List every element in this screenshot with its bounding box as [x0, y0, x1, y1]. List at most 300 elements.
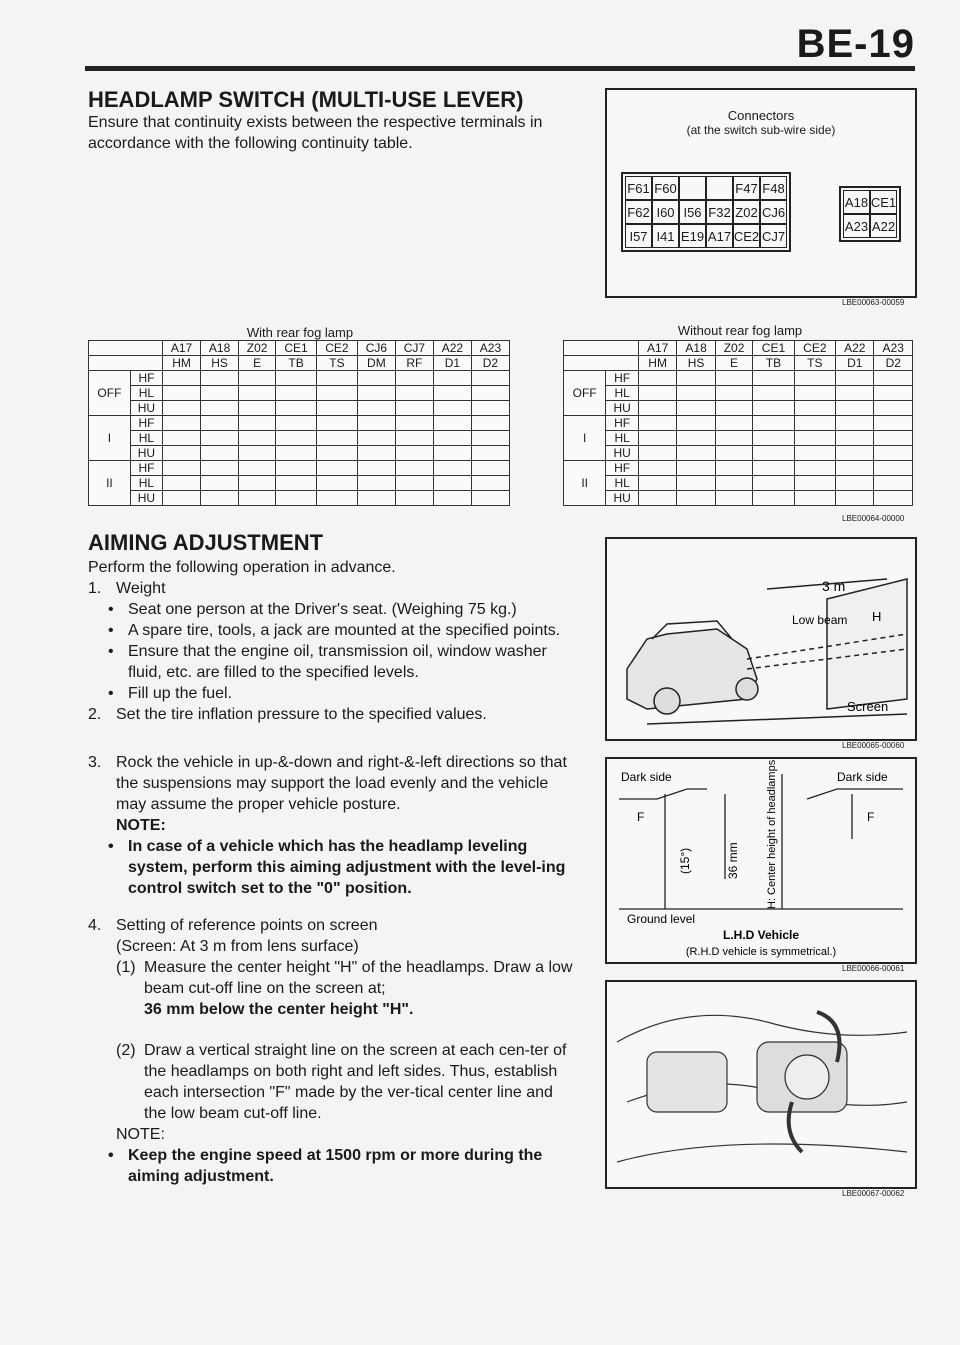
- table-cell: [794, 386, 835, 401]
- angle-label: (15°): [678, 847, 692, 874]
- table-cell: [715, 446, 752, 461]
- connector-pin: [679, 176, 706, 200]
- connector-pin: F60: [652, 176, 679, 200]
- table-row: [89, 356, 510, 371]
- low-beam-label: Low beam: [792, 613, 848, 627]
- table-cell: [677, 446, 715, 461]
- table-cell: [395, 446, 433, 461]
- table-row: [564, 371, 913, 386]
- cutoff-diagram: [607, 759, 915, 962]
- table-cell: [794, 491, 835, 506]
- table-cell: HL: [606, 476, 639, 491]
- table-cell: [874, 491, 913, 506]
- table-row: [564, 461, 913, 476]
- connector-pin: F32: [706, 200, 733, 224]
- table-cell: [276, 371, 317, 386]
- table-cell: [276, 416, 317, 431]
- table-cell: HU: [606, 446, 639, 461]
- table-cell: [317, 386, 358, 401]
- table-cell: [276, 386, 317, 401]
- table-cell: HU: [130, 446, 162, 461]
- table-cell: [395, 371, 433, 386]
- table-cell: HF: [606, 461, 639, 476]
- connectors-title: Connectors: [727, 108, 795, 123]
- connectors-figure-code: LBE00063-00059: [842, 298, 905, 307]
- table-cell: HL: [130, 386, 162, 401]
- table-cell: A23: [471, 341, 509, 356]
- table-cell: [471, 371, 509, 386]
- table-cell: [395, 431, 433, 446]
- step-4-number: 4.: [88, 917, 102, 934]
- table-cell: [317, 461, 358, 476]
- connector-left-row: [625, 200, 787, 224]
- table-cell: TB: [753, 356, 794, 371]
- table-cell: A22: [836, 341, 874, 356]
- table-cell: [201, 386, 239, 401]
- h-label: H: [872, 609, 882, 624]
- table-cell: [836, 386, 874, 401]
- table-cell: HF: [606, 416, 639, 431]
- table-cell: [163, 416, 201, 431]
- table-cell: [239, 461, 276, 476]
- step-4: [88, 915, 573, 1124]
- cutoff-figure: [605, 757, 917, 964]
- table-cell: [276, 431, 317, 446]
- note-2-label: NOTE:: [116, 1126, 165, 1143]
- table-cell: [638, 491, 676, 506]
- bullet-item: • Seat one person at the Driver's seat. (Weighing 75 kg.): [88, 599, 573, 620]
- table-cell: [794, 371, 835, 386]
- table-cell: HL: [606, 431, 639, 446]
- step-3-text: Rock the vehicle in up-&-down and right-&-left directions so that the suspensions may support the load evenly and the vehicle may assume the proper vehicle posture.: [116, 754, 567, 813]
- table-cell: [163, 431, 201, 446]
- table-cell: [357, 491, 395, 506]
- table-cell: D1: [433, 356, 471, 371]
- table-cell: [564, 341, 639, 356]
- table-cell: [239, 416, 276, 431]
- table-cell: [715, 416, 752, 431]
- table-cell: [163, 476, 201, 491]
- table-cell: [276, 461, 317, 476]
- table-cell: CJ6: [357, 341, 395, 356]
- table-row: [89, 476, 510, 491]
- cutoff-figure-code: LBE00066-00061: [842, 964, 905, 973]
- table-cell: [836, 491, 874, 506]
- table-cell: [276, 401, 317, 416]
- table-cell: [677, 491, 715, 506]
- aiming-block-2: [88, 752, 573, 899]
- engine-figure-code: LBE00067-00062: [842, 1189, 905, 1198]
- table-cell: A18: [677, 341, 715, 356]
- table-cell: II: [89, 461, 131, 506]
- table-cell: [471, 476, 509, 491]
- table-cell: [874, 431, 913, 446]
- table-cell: [317, 416, 358, 431]
- connector-pin: A23: [843, 214, 870, 238]
- table-cell: [89, 341, 163, 356]
- engine-illustration: [607, 982, 915, 1187]
- table-row: [564, 491, 913, 506]
- car-screen-illustration: [607, 539, 915, 739]
- table-cell: [276, 476, 317, 491]
- table-row: [564, 416, 913, 431]
- table-cell: [794, 446, 835, 461]
- table-cell: TS: [794, 356, 835, 371]
- table-cell: A17: [638, 341, 676, 356]
- dark-side-left: Dark side: [621, 770, 672, 784]
- step-3: [88, 752, 573, 899]
- aiming-intro: Perform the following operation in advance.: [88, 559, 396, 576]
- table-cell: [677, 401, 715, 416]
- bullet-item: • Ensure that the engine oil, transmission oil, window washer fluid, etc. are filled to the specified levels.: [88, 641, 573, 683]
- table-cell: [677, 461, 715, 476]
- table-cell: [471, 446, 509, 461]
- table-cell: HS: [677, 356, 715, 371]
- table-cell: CE1: [753, 341, 794, 356]
- connector-pin: I41: [652, 224, 679, 248]
- table-cell: [753, 386, 794, 401]
- table-cell: [836, 371, 874, 386]
- table-cell: D2: [471, 356, 509, 371]
- table-cell: [239, 446, 276, 461]
- table-cell: TB: [276, 356, 317, 371]
- table-cell: [638, 371, 676, 386]
- car-figure-code: LBE00065-00060: [842, 741, 905, 750]
- table-cell: [163, 386, 201, 401]
- table-cell: [677, 416, 715, 431]
- table-cell: [794, 431, 835, 446]
- table-cell: TS: [317, 356, 358, 371]
- table-cell: [395, 386, 433, 401]
- mm-label: 36 mm: [726, 842, 740, 879]
- table-cell: [753, 401, 794, 416]
- table-cell: [357, 446, 395, 461]
- table-without-fog-caption: Without rear fog lamp: [677, 323, 803, 338]
- sub-step-1-bold: 36 mm below the center height "H".: [144, 1001, 414, 1018]
- table-cell: II: [564, 461, 606, 506]
- table-row: [89, 431, 510, 446]
- table-cell: HU: [606, 491, 639, 506]
- table-row: [564, 401, 913, 416]
- bullet-item: • Fill up the fuel.: [88, 683, 573, 704]
- table-cell: Z02: [239, 341, 276, 356]
- table-cell: [433, 491, 471, 506]
- table-cell: I: [564, 416, 606, 461]
- table-cell: [163, 401, 201, 416]
- step-1-number: 1.: [88, 580, 102, 597]
- continuity-table-without-fog: [563, 340, 913, 506]
- connector-pin: A22: [870, 214, 897, 238]
- table-cell: [433, 371, 471, 386]
- table-row: [89, 401, 510, 416]
- connector-pin: A18: [843, 190, 870, 214]
- table-cell: [239, 386, 276, 401]
- table-cell: [357, 416, 395, 431]
- table-cell: [357, 461, 395, 476]
- step-1: [88, 578, 573, 599]
- table-cell: [239, 431, 276, 446]
- table-cell: HF: [606, 371, 639, 386]
- note-2-text: • Keep the engine speed at 1500 rpm or more during the aiming adjustment.: [88, 1145, 573, 1187]
- table-cell: [276, 491, 317, 506]
- connector-pin: I57: [625, 224, 652, 248]
- table-cell: [836, 476, 874, 491]
- note-1-text: • In case of a vehicle which has the headlamp leveling system, perform this aiming adjustment with the level-ing control switch set to the "0" position.: [88, 836, 573, 899]
- connector-left-row: [625, 224, 787, 248]
- table-cell: [471, 401, 509, 416]
- headlamp-switch-intro: Ensure that continuity exists between the respective terminals in accordance with the following continuity table.: [88, 114, 543, 152]
- table-row: [564, 431, 913, 446]
- table-cell: [753, 416, 794, 431]
- table-cell: A23: [874, 341, 913, 356]
- step-1-bullets: [88, 599, 573, 704]
- continuity-table-with-fog: [88, 340, 510, 506]
- table-cell: A22: [433, 341, 471, 356]
- table-cell: [395, 491, 433, 506]
- note-1-label: NOTE:: [116, 817, 166, 834]
- table-cell: [715, 431, 752, 446]
- table-cell: [753, 461, 794, 476]
- table-cell: [201, 401, 239, 416]
- table-cell: [715, 386, 752, 401]
- table-cell: [201, 491, 239, 506]
- table-cell: [201, 476, 239, 491]
- connectors-subtitle: (at the switch sub-wire side): [686, 123, 836, 137]
- table-cell: CE1: [276, 341, 317, 356]
- f-right: F: [867, 810, 875, 824]
- table-cell: HU: [606, 401, 639, 416]
- table-row: [89, 446, 510, 461]
- table-with-fog-caption: With rear fog lamp: [246, 325, 354, 340]
- table-cell: [638, 401, 676, 416]
- table-cell: [433, 401, 471, 416]
- connector-pin: A17: [706, 224, 733, 248]
- table-cell: [874, 476, 913, 491]
- table-cell: CE2: [317, 341, 358, 356]
- table-cell: [317, 371, 358, 386]
- f-left: F: [637, 810, 645, 824]
- connector-pin: F48: [760, 176, 787, 200]
- table-cell: [433, 446, 471, 461]
- note-1-list: [88, 836, 573, 899]
- table-cell: [471, 431, 509, 446]
- table-cell: [433, 461, 471, 476]
- connectors-figure: [605, 88, 917, 298]
- table-cell: [471, 416, 509, 431]
- table-cell: [317, 476, 358, 491]
- connector-pin: F47: [733, 176, 760, 200]
- table-cell: [677, 431, 715, 446]
- table-cell: [794, 401, 835, 416]
- table-cell: [163, 461, 201, 476]
- table-cell: [715, 461, 752, 476]
- table-row: [564, 446, 913, 461]
- table-cell: HF: [130, 416, 162, 431]
- connector-pin: F62: [625, 200, 652, 224]
- table-cell: [638, 386, 676, 401]
- table-row: [564, 356, 913, 371]
- table-cell: [201, 416, 239, 431]
- step-4-line-2: (Screen: At 3 m from lens surface): [116, 938, 359, 955]
- sub-step-2-number: (2): [116, 1042, 136, 1059]
- table-row: [89, 491, 510, 506]
- car-screen-figure: [605, 537, 917, 741]
- section-title-aiming: AIMING ADJUSTMENT: [88, 530, 324, 555]
- table-cell: [471, 461, 509, 476]
- header-rule: [85, 66, 915, 71]
- table-cell: [433, 476, 471, 491]
- sub-step-1: [116, 957, 573, 1020]
- table-cell: [357, 401, 395, 416]
- screen-label: Screen: [847, 699, 889, 714]
- table-cell: [201, 461, 239, 476]
- table-cell: [201, 446, 239, 461]
- distance-label: 3 m: [822, 578, 846, 594]
- table-cell: HU: [130, 491, 162, 506]
- table-cell: [317, 446, 358, 461]
- table-cell: [433, 416, 471, 431]
- ground-level-label: Ground level: [627, 912, 696, 926]
- table-cell: [794, 476, 835, 491]
- dark-side-right: Dark side: [837, 770, 888, 784]
- table-row: [564, 386, 913, 401]
- table-cell: [357, 431, 395, 446]
- table-cell: [874, 461, 913, 476]
- table-cell: [715, 371, 752, 386]
- table-cell: [357, 371, 395, 386]
- table-cell: [836, 446, 874, 461]
- table-cell: [874, 416, 913, 431]
- table-cell: [239, 371, 276, 386]
- connector-pin: CJ6: [760, 200, 787, 224]
- step-2-text: Set the tire inflation pressure to the specified values.: [116, 706, 487, 723]
- table-cell: [753, 491, 794, 506]
- table-row: [564, 341, 913, 356]
- table-cell: HL: [606, 386, 639, 401]
- connector-right-row: [843, 190, 897, 214]
- table-cell: A18: [201, 341, 239, 356]
- table-cell: [836, 431, 874, 446]
- center-height-label: H: Center height of headlamps: [766, 759, 778, 909]
- table-cell: [753, 431, 794, 446]
- table-cell: [163, 446, 201, 461]
- table-cell: [317, 491, 358, 506]
- table-cell: [794, 461, 835, 476]
- note-2-list: [88, 1145, 573, 1187]
- table-cell: [753, 476, 794, 491]
- table-cell: [163, 371, 201, 386]
- connector-pin: F61: [625, 176, 652, 200]
- table-cell: HM: [638, 356, 676, 371]
- table-cell: [564, 356, 639, 371]
- bullet-item: • A spare tire, tools, a jack are mounted at the specified points.: [88, 620, 573, 641]
- table-cell: [638, 416, 676, 431]
- table-cell: [794, 416, 835, 431]
- sub-step-1-text: Measure the center height "H" of the headlamps. Draw a low beam cut-off line on the screen at;: [144, 959, 573, 997]
- table-cell: [433, 431, 471, 446]
- table-cell: [395, 461, 433, 476]
- table-cell: CE2: [794, 341, 835, 356]
- table-row: [564, 476, 913, 491]
- sub-step-2-text: Draw a vertical straight line on the screen at each cen-ter of the headlamps on both right and left sides. Thus, establish each intersection "F" made by the ver-tical center line and the low beam cut-off line.: [144, 1042, 567, 1122]
- table-cell: [836, 461, 874, 476]
- table-cell: [715, 476, 752, 491]
- table-cell: HF: [130, 461, 162, 476]
- table-cell: [163, 491, 201, 506]
- table-cell: [201, 431, 239, 446]
- connector-pin: CE2: [733, 224, 760, 248]
- table-cell: [638, 476, 676, 491]
- connector-pin: E19: [679, 224, 706, 248]
- table-cell: HL: [130, 476, 162, 491]
- table-cell: [276, 446, 317, 461]
- step-2: [88, 704, 573, 725]
- table-cell: [677, 476, 715, 491]
- table-cell: [395, 401, 433, 416]
- table-cell: [836, 401, 874, 416]
- table-cell: [471, 491, 509, 506]
- table-cell: OFF: [89, 371, 131, 416]
- table-cell: [317, 401, 358, 416]
- note-2: [88, 1124, 573, 1187]
- table-cell: [836, 416, 874, 431]
- table-cell: [433, 386, 471, 401]
- aiming-block-1: [88, 557, 573, 725]
- table-cell: [89, 356, 163, 371]
- table-cell: [395, 416, 433, 431]
- table-cell: [638, 446, 676, 461]
- table-cell: [239, 401, 276, 416]
- table-cell: OFF: [564, 371, 606, 416]
- step-2-number: 2.: [88, 706, 102, 723]
- table-row: [89, 461, 510, 476]
- table-cell: [638, 431, 676, 446]
- table-cell: [874, 446, 913, 461]
- table-cell: [715, 491, 752, 506]
- table-row: [89, 341, 510, 356]
- table-cell: [395, 476, 433, 491]
- table-cell: HF: [130, 371, 162, 386]
- step-1-text: Weight: [116, 580, 166, 597]
- table-cell: DM: [357, 356, 395, 371]
- table-cell: [874, 401, 913, 416]
- table-cell: [201, 371, 239, 386]
- table-cell: [357, 386, 395, 401]
- aiming-block-3: [88, 915, 573, 1187]
- table-cell: [874, 371, 913, 386]
- table-cell: RF: [395, 356, 433, 371]
- section-title-headlamp-switch: HEADLAMP SWITCH (MULTI-USE LEVER): [88, 87, 524, 112]
- table-figure-code: LBE00064-00000: [842, 514, 905, 523]
- table-row: [89, 386, 510, 401]
- table-cell: D1: [836, 356, 874, 371]
- connector-right-row: [843, 214, 897, 238]
- table-cell: Z02: [715, 341, 752, 356]
- symmetry-note: (R.H.D vehicle is symmetrical.): [685, 946, 837, 958]
- connector-pin: CE1: [870, 190, 897, 214]
- table-cell: E: [715, 356, 752, 371]
- table-cell: HS: [201, 356, 239, 371]
- table-cell: [239, 491, 276, 506]
- table-cell: HL: [130, 431, 162, 446]
- vehicle-label: L.H.D Vehicle: [722, 928, 800, 942]
- sub-step-2: [116, 1040, 573, 1124]
- table-cell: D2: [874, 356, 913, 371]
- table-cell: [471, 386, 509, 401]
- connector-left-row: [625, 176, 787, 200]
- table-cell: [677, 371, 715, 386]
- table-cell: E: [239, 356, 276, 371]
